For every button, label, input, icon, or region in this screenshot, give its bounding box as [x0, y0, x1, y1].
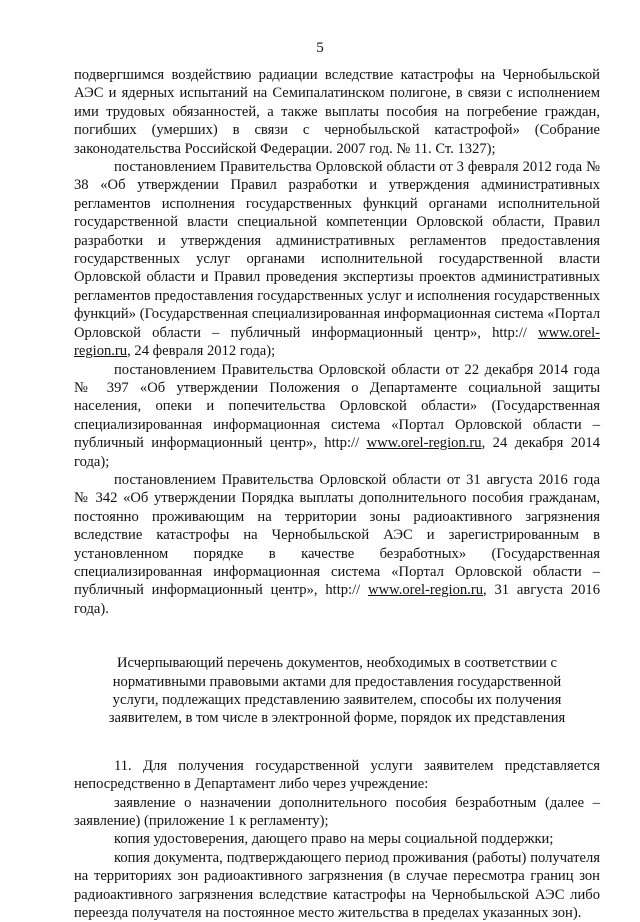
paragraph-text: постановлением Правительства Орловской области от 31 августа 2016 года № 342 «Об утверждении Порядка выплаты дополнительного пособия гражданам, постоянно проживающим на территории зоны радиоактивного загрязнения вследствие катастрофы на Чернобыльской АЭС и зарегистрированным в установленном порядке в качестве безработных» (Государственная специализированная информационная система «Портал Орловской области – публичный информационный центр», http://: [74, 471, 600, 599]
documents-section: [74, 757, 600, 922]
portal-link[interactable]: www.orel-region.ru: [366, 435, 482, 452]
paragraph-tail: , 24 декабря 2014 года);: [74, 435, 601, 470]
paragraph-resolution-2016: [74, 471, 600, 618]
section-heading: Исчерпывающий перечень документов, необходимых в соответствии с нормативными правовыми актами для предоставления государственной услуги, подлежащих представлению заявителем, способы их получения заявителем, в том числе в электронной форме, порядок их представления: [108, 655, 566, 727]
list-item-application: заявление о назначении дополнительного пособия безработным (далее – заявление) (приложение 1 к регламенту);: [74, 794, 600, 830]
paragraph-tail: , 24 февраля 2012 года);: [127, 343, 276, 360]
paragraph-resolution-2014: [74, 361, 600, 471]
portal-link[interactable]: www.orel-region.ru: [368, 582, 483, 599]
portal-link[interactable]: www.orel-region.ru: [74, 324, 600, 360]
page-number: 5: [316, 40, 324, 56]
paragraph-text: постановлением Правительства Орловской области от 3 февраля 2012 года № 38 «Об утверждении Правил разработки и утверждения административных регламентов исполнения государственных функций органами исполнительной государственной власти специальной компетенции Орловской области, Правил разработки и утверждения административных регламентов предоставления государственных услуг органами исполнительной государственной власти Орловской области и Правил проведения экспертизы проектов административных регламентов предоставления государственных услуг и исполнения государственных функций» (Государственная специализированная информационная система «Портал Орловской области – публичный информационный центр», http://: [74, 159, 600, 341]
list-item-certificate-copy: копия удостоверения, дающего право на меры социальной поддержки;: [114, 831, 554, 848]
paragraph-clause-11: 11. Для получения государственной услуги заявителем представляется непосредственно в Департамент либо через учреждение:: [74, 757, 600, 793]
paragraph-tail: , 31 августа 2016 года).: [74, 582, 600, 617]
paragraph-text: постановлением Правительства Орловской области от 22 декабря 2014 года № 397 «Об утверждении Положения о Департаменте социальной защиты населения, опеки и попечительства Орловской области» (Государственная специализированная информационная система «Портал Орловской области – публичный информационный центр», http://: [74, 361, 600, 452]
paragraph-resolution-2012: [74, 158, 600, 360]
document-body: [74, 66, 600, 922]
paragraph-continuation: подвергшимся воздействию радиации вследствие катастрофы на Чернобыльской АЭС и ядерных испытаний на Семипалатинском полигоне, в связи с исполнением ими трудовых обязанностей, а также выплаты пособия на погребение граждан, погибших (умерших) в связи с чернобыльской катастрофой» (Собрание законодательства Российской Федерации. 2007 год. № 11. Ст. 1327);: [74, 67, 600, 157]
list-item-residence-document: копия документа, подтверждающего период проживания (работы) получателя на территориях зон радиоактивного загрязнения (в случае пересмотра границ зон радиоактивного загрязнения вследствие катастрофы на Чернобыльской АЭС либо переезда получателя на постоянное место жительства в пределах указанных зон).: [74, 849, 600, 922]
